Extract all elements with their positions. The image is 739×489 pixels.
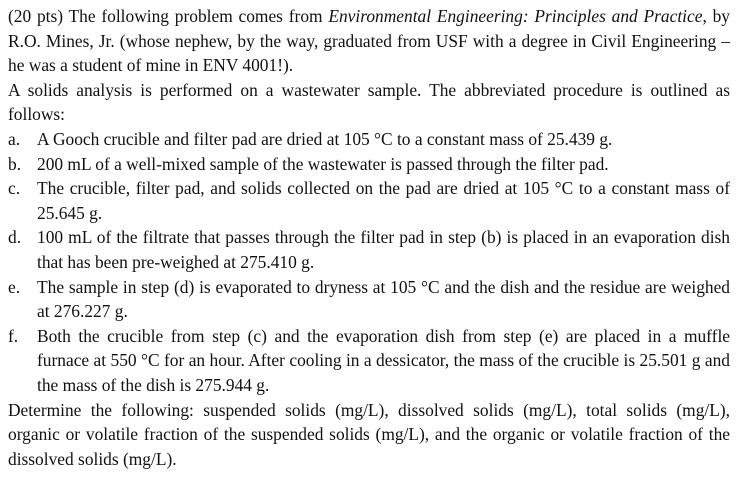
procedure-step-e [8, 275, 730, 324]
step-letter: e. [8, 276, 21, 297]
procedure-steps [8, 127, 730, 398]
problem-setup: A solids analysis is performed on a wastewater sample. The abbreviated procedure is outlined as follows: [8, 79, 730, 125]
procedure-step-d [8, 225, 730, 274]
step-text: The crucible, filter pad, and solids collected on the pad are dried at 105 °C to a constant mass of 25.645 g. [37, 178, 730, 223]
book-title: Environmental Engineering: Principles and Practice [328, 6, 703, 26]
problem-intro [8, 4, 730, 78]
step-letter: d. [8, 227, 22, 248]
procedure-step-f [8, 324, 730, 398]
problem-question: Determine the following: suspended solids (mg/L), dissolved solids (mg/L), total solids (mg/L), organic or volatile fraction of the suspended solids (mg/L), and the organic or volatile fraction of the dissolved solids (mg/L). [8, 399, 730, 469]
step-letter: f. [8, 325, 19, 346]
procedure-step-b [8, 152, 730, 177]
intro-suffix: , by R.O. Mines, Jr. (whose nephew, by the way, graduated from USF with a degree in Civil Engineering – he was a student of mine in ENV 4001!). [8, 6, 730, 76]
step-letter: c. [8, 178, 21, 199]
step-text: 200 mL of a well-mixed sample of the wastewater is passed through the filter pad. [37, 153, 609, 174]
step-letter: b. [8, 153, 22, 174]
step-text: A Gooch crucible and filter pad are dried at 105 °C to a constant mass of 25.439 g. [37, 128, 613, 149]
procedure-step-a [8, 127, 730, 152]
procedure-step-c [8, 176, 730, 225]
step-text: The sample in step (d) is evaporated to dryness at 105 °C and the dish and the residue are weighed at 276.227 g. [37, 276, 730, 322]
step-letter: a. [8, 128, 21, 149]
problem-text [8, 4, 730, 471]
step-text: 100 mL of the filtrate that passes through the filter pad in step (b) is placed in an evaporation dish that has been pre-weighed at 275.410 g. [37, 227, 730, 272]
step-text: Both the crucible from step (c) and the evaporation dish from step (e) are placed in a muffle furnace at 550 °C for an hour. After cooling in a dessicator, the mass of the crucible is 25.501 g and the mass of the dish is 275.944 g. [37, 325, 730, 395]
intro-prefix: (20 pts) The following problem comes from [8, 6, 329, 26]
